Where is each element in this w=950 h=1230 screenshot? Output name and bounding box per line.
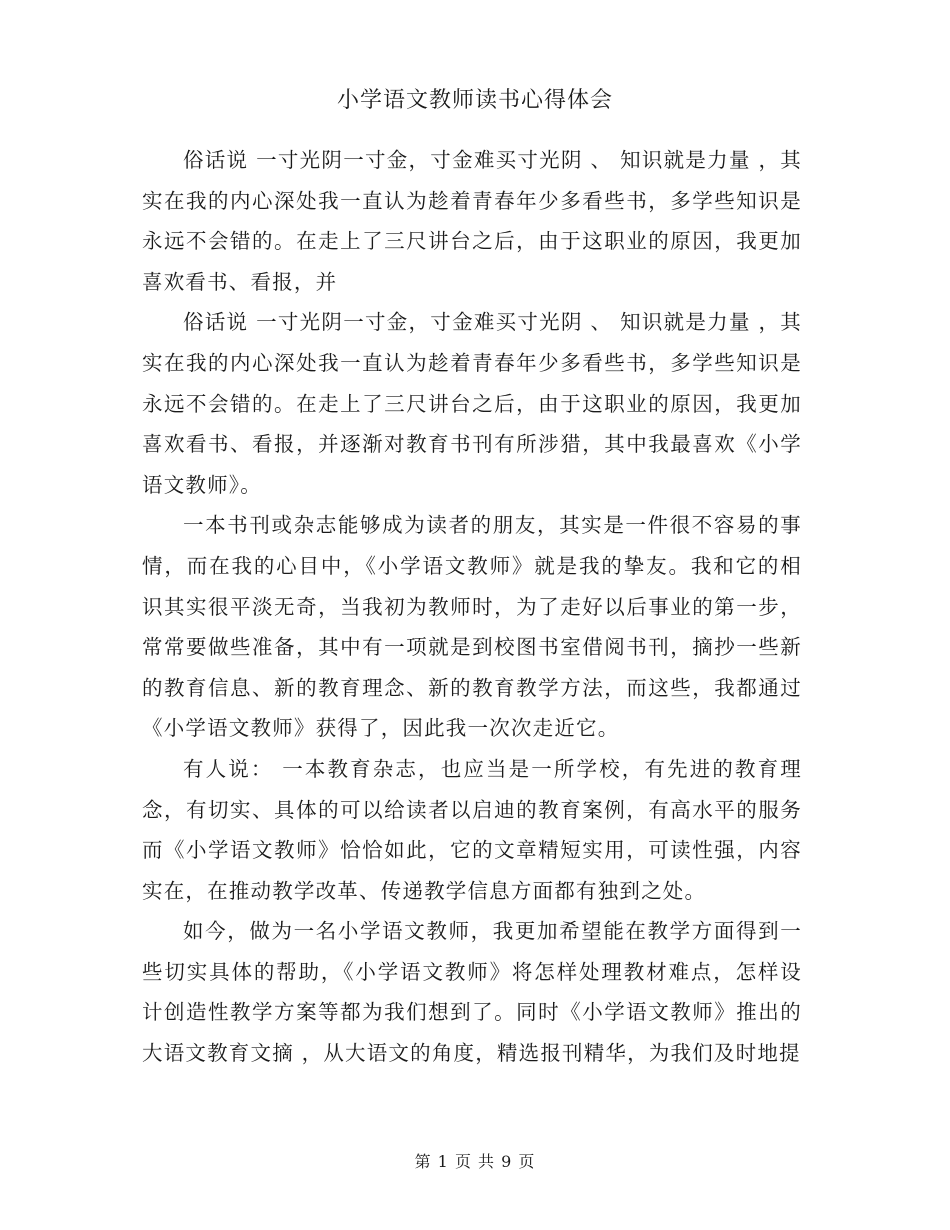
paragraph: 俗话说 一寸光阴一寸金，寸金难买寸光阴 、 知识就是力量 ，其实在我的内心深处我一直认为趁着青春年少多看些书，多学些知识是永远不会错的。在走上了三尺讲台之后，由于这职业的原因，我更加喜欢看书、看报，并逐渐对教育书刊有所涉猎，其中我最喜欢《小学语文教师》。 (142, 310, 802, 497)
paragraph: 俗话说 一寸光阴一寸金，寸金难买寸光阴 、 知识就是力量 ，其实在我的内心深处我一直认为趁着青春年少多看些书，多学些知识是永远不会错的。在走上了三尺讲台之后，由于这职业的原因，我更加喜欢看书、看报，并 (142, 148, 802, 294)
paragraph: 有人说： 一本教育杂志，也应当是一所学校，有先进的教育理念，有切实、具体的可以给读者以启迪的教育案例，有高水平的服务而《小学语文教师》恰恰如此，它的文章精短实用，可读性强，内容实在，在推动教学改革、传递教学信息方面都有独到之处。 (142, 756, 802, 903)
paragraph: 如今，做为一名小学语文教师，我更加希望能在教学方面得到一些切实具体的帮助，《小学语文教师》将怎样处理教材难点，怎样设计创造性教学方案等都为我们想到了。同时《小学语文教师》推出的大语文教育文摘 ，从大语文的角度，精选报刊精华，为我们及时地提 (142, 919, 802, 1066)
page-title: 小学语文教师读书心得体会 (336, 88, 613, 113)
paragraph: 一本书刊或杂志能够成为读者的朋友，其实是一件很不容易的事情，而在我的心目中，《小学语文教师》就是我的挚友。我和它的相识其实很平淡无奇，当我初为教师时，为了走好以后事业的第一步，常常要做些准备，其中有一项就是到校图书室借阅书刊，摘抄一些新的教育信息、新的教育理念、新的教育教学方法，而这些，我都通过《小学语文教师》获得了，因此我一次次走近它。 (142, 513, 802, 741)
document-body (142, 140, 802, 1074)
page-footer: 第 1 页 共 9 页 (414, 1152, 536, 1171)
